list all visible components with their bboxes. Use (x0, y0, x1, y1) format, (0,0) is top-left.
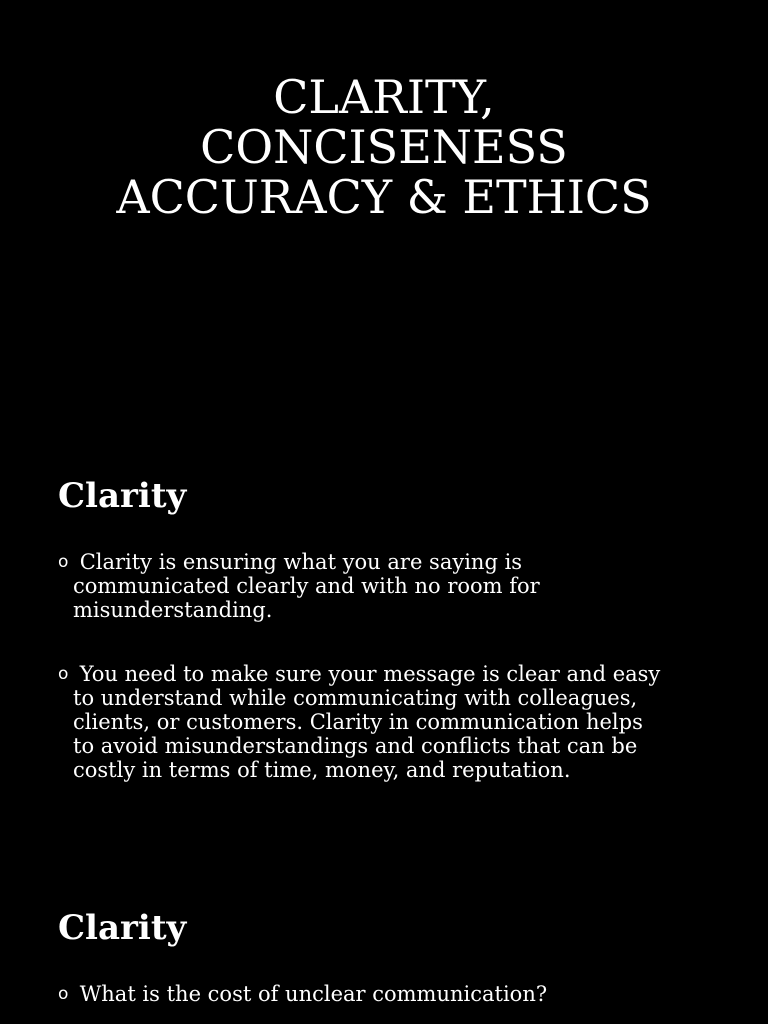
bullet-line: clients, or customers. Clarity in communication helps (73, 710, 643, 734)
bullet-line: to avoid misunderstandings and conflicts that can be (73, 734, 638, 758)
bullet-item (58, 550, 718, 622)
title-line-1: CLARITY, (273, 70, 495, 124)
section-heading: Clarity (58, 476, 187, 516)
bullet-item (58, 662, 718, 782)
title-line-3: ACCURACY & ETHICS (116, 170, 652, 224)
bullet-line: costly in terms of time, money, and reputation. (73, 758, 571, 782)
bullet-line: misunderstanding. (73, 598, 273, 622)
bullet-line: communicated clearly and with no room for (73, 574, 540, 598)
bullet-item (58, 982, 718, 1006)
bullet-line: to understand while communicating with colleagues, (73, 686, 638, 710)
clarity-section-1 (58, 476, 718, 782)
bullet-line: What is the cost of unclear communication? (79, 982, 548, 1006)
section-heading: Clarity (58, 908, 187, 948)
bullet-line: You need to make sure your message is clear and easy (79, 662, 661, 686)
bullet-marker-icon: o (58, 552, 69, 572)
clarity-section-2 (58, 908, 718, 1006)
bullet-marker-icon: o (58, 984, 69, 1004)
title-line-2: CONCISENESS (200, 120, 568, 174)
bullet-marker-icon: o (58, 664, 69, 684)
slide-title (0, 72, 768, 222)
bullet-line: Clarity is ensuring what you are saying is (79, 550, 523, 574)
